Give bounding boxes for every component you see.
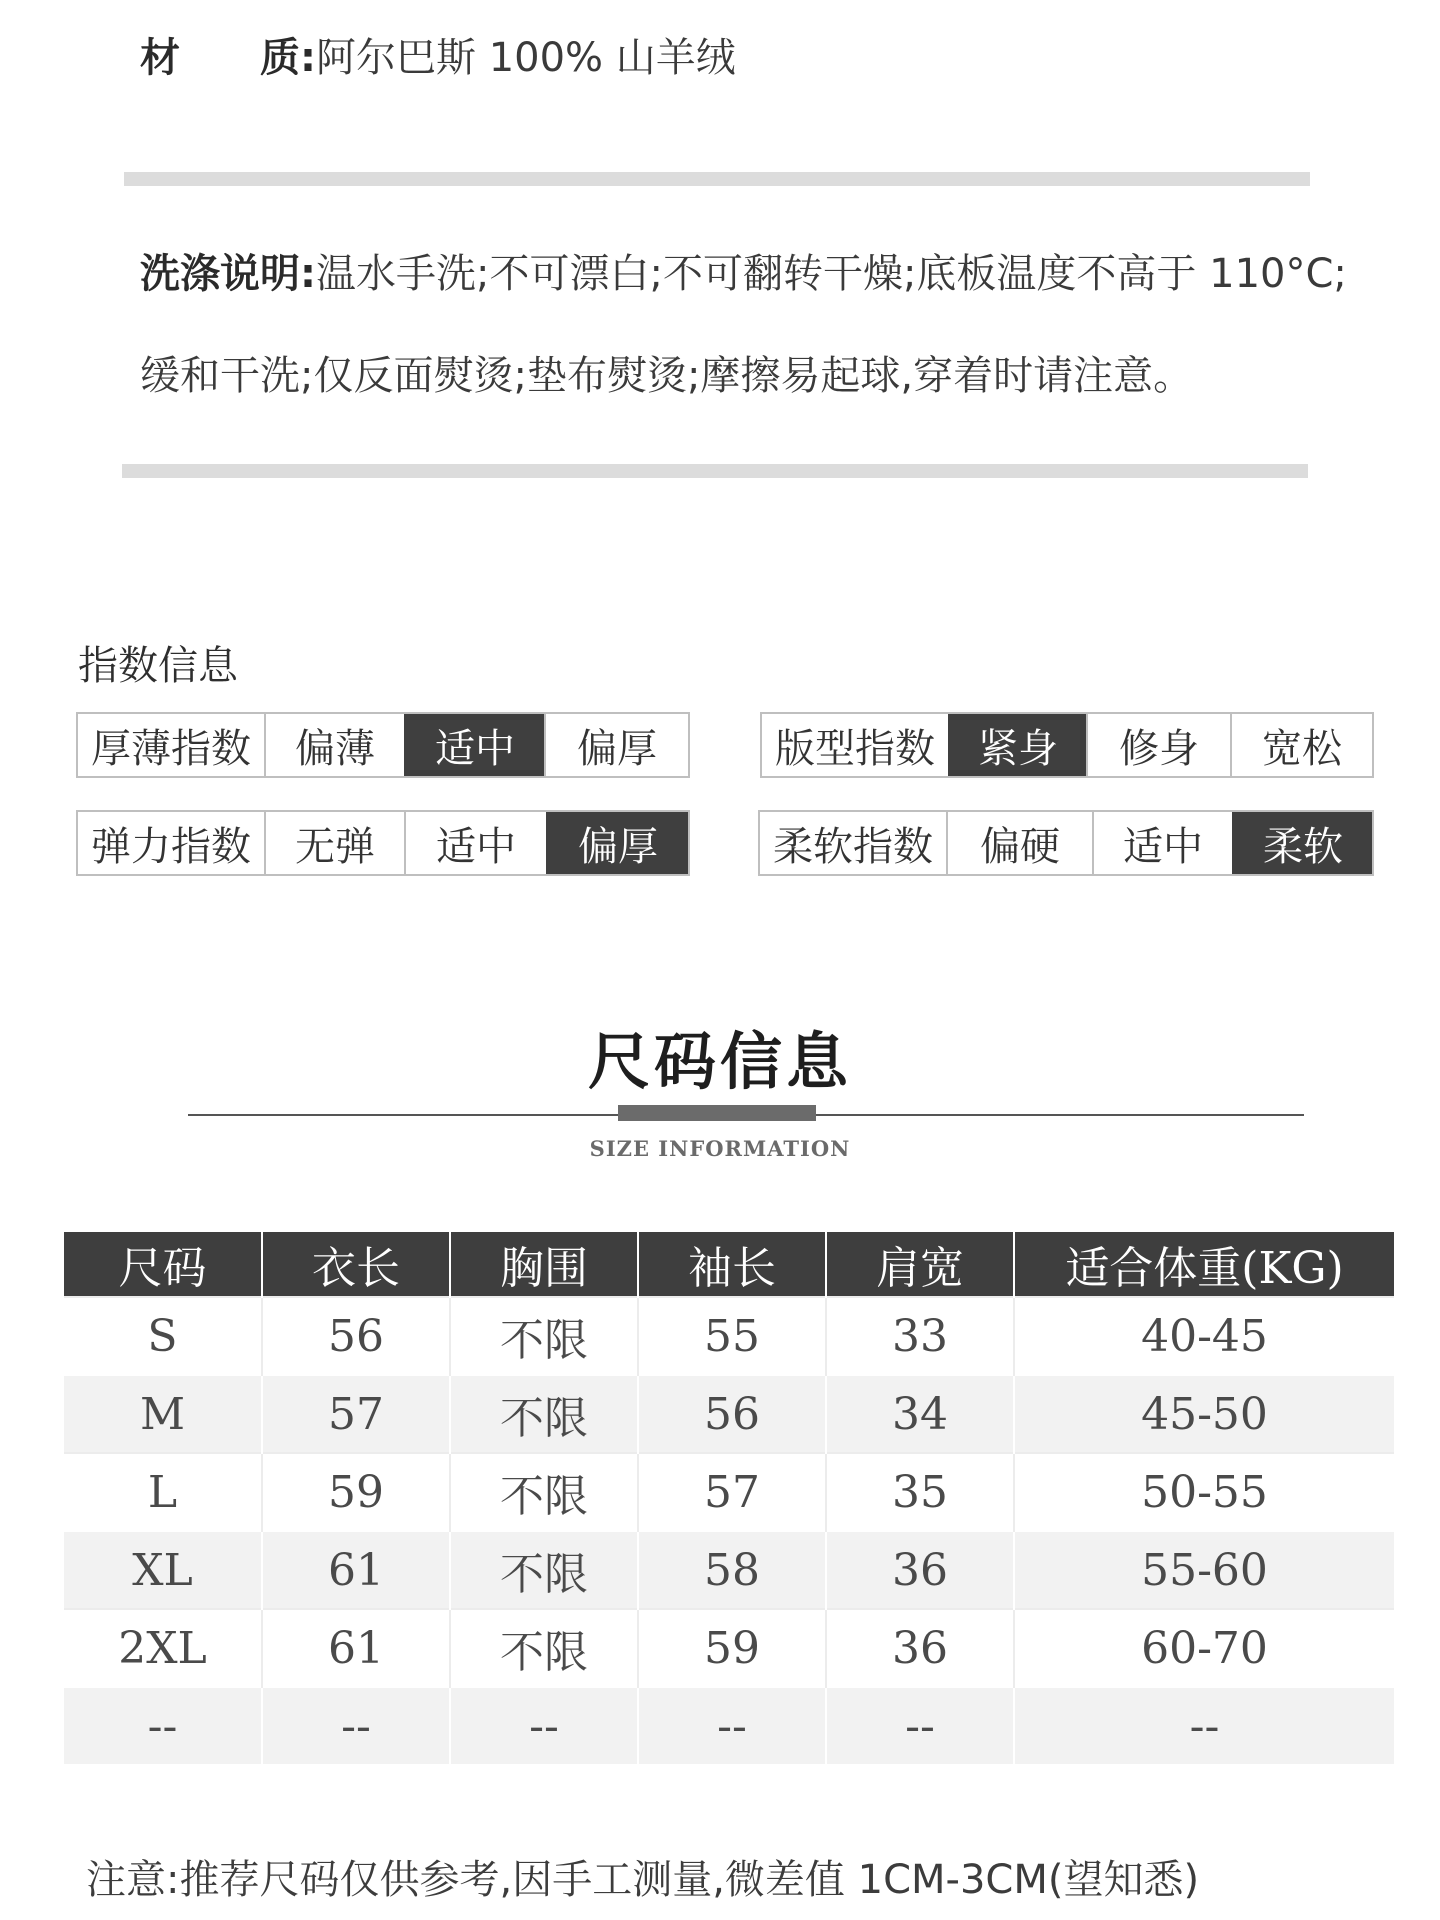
index-name: 弹力指数 xyxy=(91,823,251,870)
table-cell: 40-45 xyxy=(1014,1297,1394,1375)
index-option: 紧身 xyxy=(948,714,1086,776)
washing-text-1: 温水手洗;不可漂白;不可翻转干燥;底板温度不高于 110°C; xyxy=(316,251,1347,297)
index-option: 柔软 xyxy=(1232,812,1372,874)
table-cell: 58 xyxy=(638,1531,826,1609)
table-cell: XL xyxy=(64,1531,262,1609)
index-section-title: 指数信息 xyxy=(78,643,238,689)
index-group-softness xyxy=(758,810,1374,876)
table-row xyxy=(64,1453,1394,1531)
table-cell: -- xyxy=(638,1687,826,1764)
table-row xyxy=(64,1531,1394,1609)
index-option: 适中 xyxy=(1092,812,1232,874)
material-value: 阿尔巴斯 100% 山羊绒 xyxy=(316,35,736,81)
table-cell: L xyxy=(64,1453,262,1531)
table-row xyxy=(64,1609,1394,1687)
index-option: 适中 xyxy=(404,812,546,874)
table-row xyxy=(64,1297,1394,1375)
table-cell: -- xyxy=(64,1687,262,1764)
material-label-b: 质: xyxy=(260,35,316,81)
table-header-row xyxy=(64,1232,1394,1297)
table-cell: 不限 xyxy=(450,1531,638,1609)
table-cell: 不限 xyxy=(450,1453,638,1531)
table-cell: 56 xyxy=(262,1297,450,1375)
index-name: 厚薄指数 xyxy=(91,725,251,772)
size-section-title: 尺码信息 xyxy=(587,1025,852,1098)
index-name: 柔软指数 xyxy=(773,823,933,870)
header-weight: 适合体重(KG) xyxy=(1014,1232,1394,1297)
header-chest: 胸围 xyxy=(450,1232,638,1297)
size-note: 注意:推荐尺码仅供参考,因手工测量,微差值 1CM-3CM(望知悉) xyxy=(86,1857,1200,1903)
material-label-a: 材 xyxy=(140,35,180,81)
material-row xyxy=(140,30,736,86)
washing-label: 洗涤说明: xyxy=(140,251,316,297)
table-cell: 57 xyxy=(638,1453,826,1531)
table-cell: 2XL xyxy=(64,1609,262,1687)
header-size: 尺码 xyxy=(64,1232,262,1297)
header-sleeve: 袖长 xyxy=(638,1232,826,1297)
table-cell: 57 xyxy=(262,1375,450,1453)
table-cell: M xyxy=(64,1375,262,1453)
table-cell: -- xyxy=(450,1687,638,1764)
washing-line-1 xyxy=(140,246,1347,302)
header-shoulder: 肩宽 xyxy=(826,1232,1014,1297)
table-cell: 不限 xyxy=(450,1375,638,1453)
table-cell: 33 xyxy=(826,1297,1014,1375)
index-name: 版型指数 xyxy=(775,725,935,772)
index-option: 宽松 xyxy=(1230,714,1372,776)
table-cell: S xyxy=(64,1297,262,1375)
index-option: 无弹 xyxy=(264,812,404,874)
table-cell: 36 xyxy=(826,1609,1014,1687)
divider-bar-bottom xyxy=(122,464,1308,478)
table-cell: -- xyxy=(262,1687,450,1764)
table-cell: -- xyxy=(1014,1687,1394,1764)
table-cell: 55-60 xyxy=(1014,1531,1394,1609)
index-option: 偏薄 xyxy=(264,714,404,776)
table-cell: 36 xyxy=(826,1531,1014,1609)
table-cell: 50-55 xyxy=(1014,1453,1394,1531)
table-cell: -- xyxy=(826,1687,1014,1764)
table-cell: 59 xyxy=(262,1453,450,1531)
table-row xyxy=(64,1375,1394,1453)
index-group-thickness xyxy=(76,712,690,778)
table-cell: 61 xyxy=(262,1531,450,1609)
index-option: 偏厚 xyxy=(544,714,688,776)
table-cell: 61 xyxy=(262,1609,450,1687)
table-cell: 不限 xyxy=(450,1609,638,1687)
table-row xyxy=(64,1687,1394,1764)
table-cell: 35 xyxy=(826,1453,1014,1531)
divider-bar-top xyxy=(124,172,1310,186)
header-length: 衣长 xyxy=(262,1232,450,1297)
index-group-elasticity xyxy=(76,810,690,876)
index-option: 修身 xyxy=(1086,714,1230,776)
table-cell: 60-70 xyxy=(1014,1609,1394,1687)
title-divider-accent xyxy=(618,1105,816,1121)
index-option: 偏厚 xyxy=(546,812,688,874)
table-cell: 不限 xyxy=(450,1297,638,1375)
size-table xyxy=(64,1232,1394,1764)
table-cell: 55 xyxy=(638,1297,826,1375)
table-cell: 34 xyxy=(826,1375,1014,1453)
washing-line-2: 缓和干洗;仅反面熨烫;垫布熨烫;摩擦易起球,穿着时请注意。 xyxy=(140,353,1194,399)
table-cell: 56 xyxy=(638,1375,826,1453)
index-option: 偏硬 xyxy=(946,812,1092,874)
index-group-fit xyxy=(760,712,1374,778)
table-cell: 45-50 xyxy=(1014,1375,1394,1453)
size-section-subtitle: SIZE INFORMATION xyxy=(589,1136,851,1161)
table-cell: 59 xyxy=(638,1609,826,1687)
index-option: 适中 xyxy=(404,714,544,776)
